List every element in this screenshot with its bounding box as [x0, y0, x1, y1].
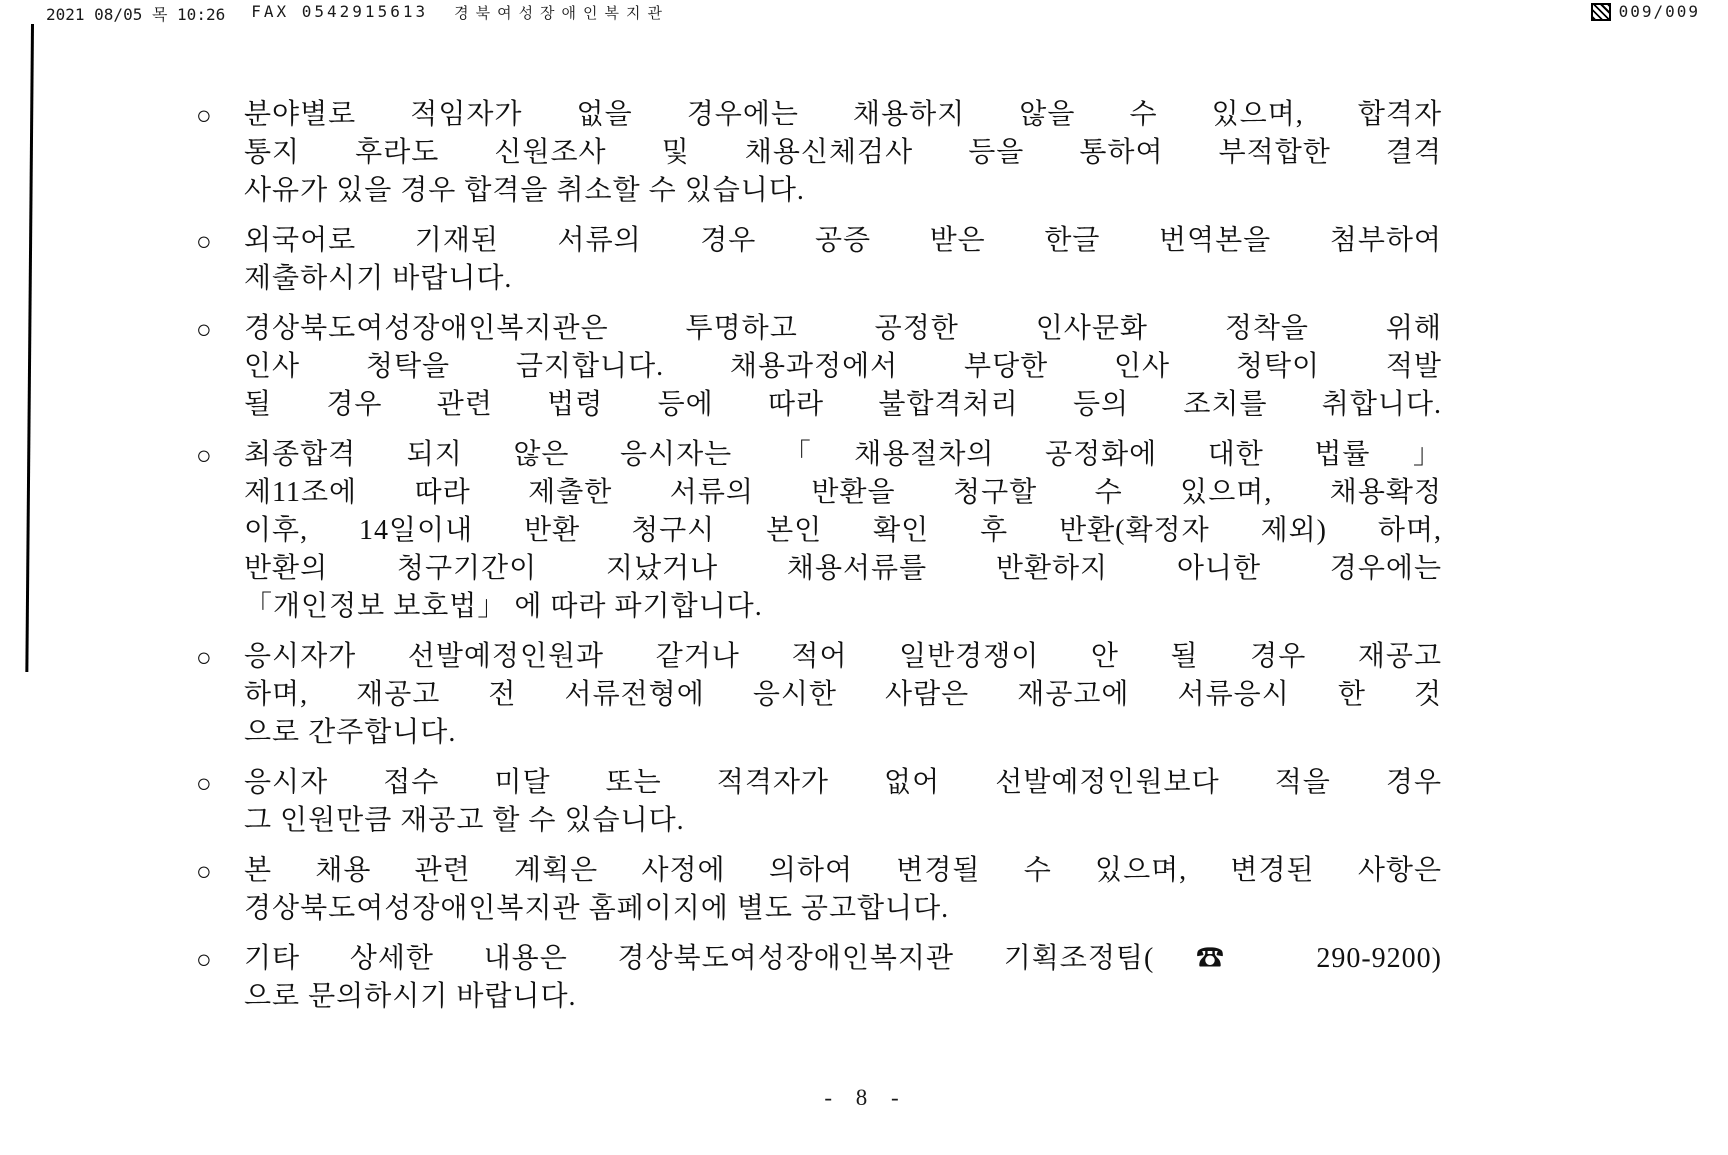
- fax-page-icon: [1591, 3, 1611, 21]
- bullet-line: 응시자 접수 미달 또는 적격자가 없어 선발예정인원보다 적을 경우: [244, 767, 1442, 798]
- bullet-line: 분야별로 적임자가 없을 경우에는 채용하지 않을 수 있으며, 합격자: [244, 99, 1442, 130]
- bullet-line: 하며, 재공고 전 서류전형에 응시한 사람은 재공고에 서류응시 한 것: [244, 679, 1442, 710]
- bullet-line: 본 채용 관련 계획은 사정에 의하여 변경될 수 있으며, 변경된 사항은: [244, 855, 1442, 886]
- document-body: [196, 96, 1442, 1028]
- bullet-line: 사유가 있을 경우 합격을 취소할 수 있습니다.: [244, 175, 805, 206]
- bullet-line: 「개인정보 보호법」 에 따라 파기합니다.: [244, 591, 763, 622]
- bullet-text: [244, 222, 1442, 298]
- bullet-circle-marker: ○: [196, 315, 213, 344]
- bullet-text: [244, 940, 1442, 1016]
- bullet-line: 이후, 14일이내 반환 청구시 본인 확인 후 반환(확정자 제외) 하며,: [244, 515, 1442, 546]
- bullet-item: [196, 96, 1442, 210]
- bullet-text: [244, 638, 1442, 752]
- bullet-item: [196, 436, 1442, 626]
- bullet-circle-marker: ○: [196, 101, 213, 130]
- bullet-line: 으로 간주합니다.: [244, 717, 457, 748]
- bullet-line: 그 인원만큼 재공고 할 수 있습니다.: [244, 805, 685, 836]
- bullet-text: [244, 436, 1442, 626]
- bullet-text: [244, 96, 1442, 210]
- bullet-item: [196, 852, 1442, 928]
- fax-label: FAX: [251, 2, 290, 21]
- page-number: - 8 -: [824, 1085, 904, 1110]
- fax-header-left: [46, 2, 669, 25]
- bullet-line: 경상북도여성장애인복지관 홈페이지에 별도 공고합니다.: [244, 893, 950, 924]
- bullet-circle-marker: ○: [196, 945, 213, 974]
- fax-number: 0542915613: [301, 2, 429, 21]
- bullet-text: [244, 310, 1442, 424]
- bullet-circle-marker: ○: [196, 227, 213, 256]
- bullet-item: [196, 764, 1442, 840]
- fax-transmission-header: [0, 2, 1728, 24]
- fax-header-right: [1591, 2, 1700, 21]
- bullet-line: 기타 상세한 내용은 경상북도여성장애인복지관 기획조정팀(☎ 290-9200): [244, 943, 1442, 974]
- bullet-line: 경상북도여성장애인복지관은 투명하고 공정한 인사문화 정착을 위해: [244, 313, 1442, 344]
- fax-page-indicator: 009/009: [1618, 2, 1700, 21]
- fax-datetime: 2021 08/05 목 10:26: [46, 5, 226, 24]
- fax-number-line: [251, 2, 428, 25]
- bullet-circle-marker: ○: [196, 643, 213, 672]
- bullet-line: 외국어로 기재된 서류의 경우 공증 받은 한글 번역본을 첨부하여: [244, 225, 1442, 256]
- bullet-text: [244, 764, 1442, 840]
- bullet-circle-marker: ○: [196, 441, 213, 470]
- bullet-item: [196, 310, 1442, 424]
- bullet-item: [196, 222, 1442, 298]
- bullet-text: [244, 852, 1442, 928]
- bullet-line: 으로 문의하시기 바랍니다.: [244, 981, 577, 1012]
- bullet-line: 제출하시기 바랍니다.: [244, 263, 513, 294]
- bullet-line: 통지 후라도 신원조사 및 채용신체검사 등을 통하여 부적합한 결격: [244, 137, 1442, 168]
- bullet-line: 제11조에 따라 제출한 서류의 반환을 청구할 수 있으며, 채용확정: [244, 477, 1442, 508]
- bullet-circle-marker: ○: [196, 769, 213, 798]
- bullet-line: 반환의 청구기간이 지났거나 채용서류를 반환하지 아니한 경우에는: [244, 553, 1442, 584]
- bullet-line: 될 경우 관련 법령 등에 따라 불합격처리 등의 조치를 취합니다.: [244, 389, 1442, 420]
- bullet-line: 최종합격 되지 않은 응시자는 「채용절차의 공정화에 대한 법률」: [244, 439, 1442, 470]
- bullet-line: 응시자가 선발예정인원과 같거나 적어 일반경쟁이 안 될 경우 재공고: [244, 641, 1442, 672]
- bullet-item: [196, 940, 1442, 1016]
- bullet-circle-marker: ○: [196, 857, 213, 886]
- scan-artifact-line: [25, 24, 34, 672]
- fax-sender-name: 경북여성장애인복지관: [454, 4, 669, 22]
- bullet-line: 인사 청탁을 금지합니다. 채용과정에서 부당한 인사 청탁이 적발: [244, 351, 1442, 382]
- bullet-item: [196, 638, 1442, 752]
